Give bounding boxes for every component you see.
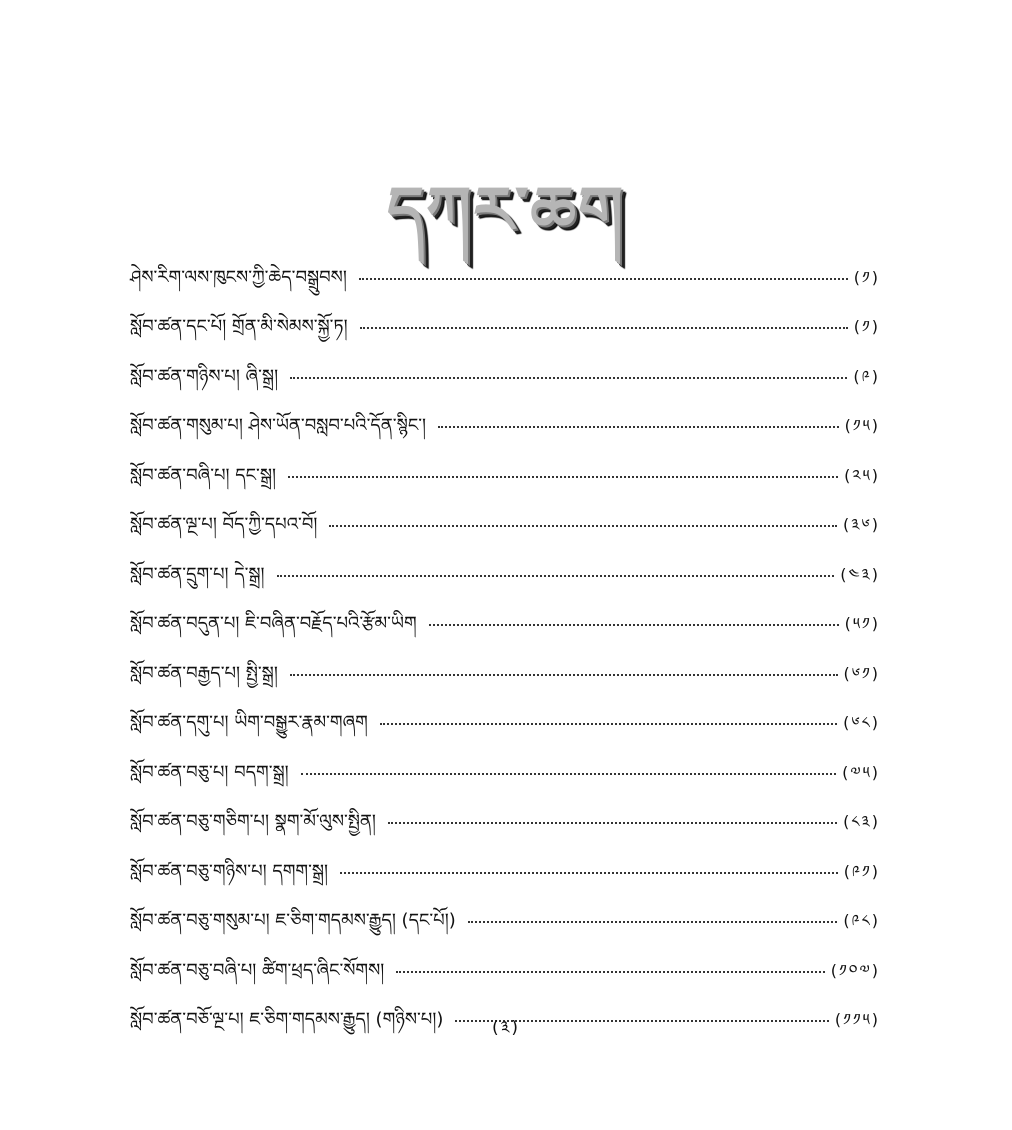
toc-entry-title: སློབ་ཚན་བརྒྱད་པ། སྤྱི་སྒྲ།: [130, 663, 278, 684]
toc-entry-page: (༩༡): [843, 862, 880, 881]
toc-entry-page: (༡༡༥): [834, 1010, 880, 1029]
toc-entry: [130, 709, 880, 759]
toc-entry-page: (༡): [853, 317, 880, 336]
toc-entry-title: ཤེས་རིག་ལས་ཁུངས་ཀྱི་ཆེད་བསྒྲུབས།: [130, 267, 347, 288]
toc-entry: [130, 759, 880, 808]
toc-entry-page: (༦༡): [843, 664, 880, 683]
toc-entry: [130, 808, 880, 858]
dot-leader: [290, 660, 838, 676]
toc-entry-page: (༦༨): [843, 713, 880, 732]
toc-entry: [130, 313, 880, 363]
toc-entry-page: (༥༡): [844, 614, 880, 633]
dot-leader: [288, 462, 838, 478]
dot-leader: [277, 561, 835, 577]
toc-entry-title: སློབ་ཚན་དང་པོ། གྲོན་མི་སེམས་སྐྱོ་ཏ།: [130, 316, 348, 337]
toc-entry-title: སློབ་ཚན་གཉིས་པ། ཞི་སྒྲ།: [130, 366, 279, 387]
toc-entry-title: སློབ་ཚན་གསུམ་པ། ཤེས་ཡོན་བསླབ་པའི་དོན་སྙིང་།: [130, 415, 426, 436]
toc-entry-title: སློབ་ཚན་ལྔ་པ། བོད་ཀྱི་དཔའ་བོ།: [130, 514, 318, 535]
toc-entry: [130, 462, 880, 511]
toc-entry-title: སློབ་ཚན་བཞི་པ། དང་སྒྲ།: [130, 465, 276, 486]
page-number: (༣): [491, 1018, 521, 1038]
dot-leader: [340, 858, 838, 874]
toc-entry-page: (༩༨): [843, 911, 880, 930]
dot-leader: [329, 511, 837, 527]
toc-entry: [130, 957, 880, 1006]
dot-leader: [438, 412, 839, 428]
toc-entry: [130, 363, 880, 412]
toc-entry-page: (༧༥): [842, 763, 880, 782]
toc-entry-page: (༩): [853, 367, 880, 386]
toc-entry-title: སློབ་ཚན་དགུ་པ། ཡིག་བསྒྱུར་རྣམ་གཞག: [130, 712, 368, 733]
toc-entry-page: (༡༥): [844, 416, 880, 435]
toc-entry-page: (༡༠༧): [830, 961, 880, 980]
page-title: དཀར་ཆག: [386, 173, 626, 248]
toc-entry-title: སློབ་ཚན་བཅུ་བཞི་པ། ཚིག་ཕྲད་ཞིང་སོགས།: [130, 960, 385, 981]
toc-entry: [130, 660, 880, 709]
toc-entry: [130, 610, 880, 660]
toc-entry-title: སློབ་ཚན་བཅོ་ལྔ་པ། ཇ་ཅིག་གདམས་རྒྱུད། (གཉིས་པ།): [130, 1009, 444, 1030]
toc-entry: [130, 264, 880, 313]
toc-entry-title: སློབ་ཚན་དྲུག་པ། དེ་སྒྲ།: [130, 564, 265, 585]
toc-entry-title: སློབ་ཚན་བཅུ་གཅིག་པ། སྣག་མོ་ལུས་སྤྱིན།: [130, 811, 376, 832]
toc-entry-title: སློབ་ཚན་བཅུ་གསུམ་པ། ཇ་ཅིག་གདམས་རྒྱུད། (དང་པོ།): [130, 910, 456, 931]
toc-entry: [130, 412, 880, 462]
toc-entry-title: སློབ་ཚན་བཅུ་གཉིས་པ། དགག་སྒྲ།: [130, 861, 329, 882]
dot-leader: [396, 957, 825, 973]
toc-entry-page: (༤༣): [840, 565, 880, 584]
dot-leader: [290, 363, 847, 379]
dot-leader: [429, 610, 839, 626]
toc-entry: [130, 907, 880, 957]
dot-leader: [301, 759, 836, 775]
toc-entry-title: སློབ་ཚན་བཅུ་པ། བདག་སྒྲ།: [130, 762, 289, 783]
dot-leader: [468, 907, 838, 923]
table-of-contents: [130, 264, 880, 1056]
toc-entry: [130, 858, 880, 907]
toc-entry-page: (༨༣): [843, 812, 880, 831]
toc-entry: [130, 561, 880, 610]
toc-entry-page: (༡): [853, 268, 880, 287]
dot-leader: [360, 313, 848, 329]
dot-leader: [380, 709, 837, 725]
toc-entry: [130, 511, 880, 561]
toc-entry-page: (༢༥): [844, 466, 880, 485]
toc-entry-page: (༣༦): [843, 515, 880, 534]
toc-entry-title: སློབ་ཚན་བདུན་པ། ཇི་བཞིན་བརྗོད་པའི་རྩོམ་ཡིག: [130, 613, 417, 634]
dot-leader: [388, 808, 837, 824]
dot-leader: [359, 264, 848, 280]
